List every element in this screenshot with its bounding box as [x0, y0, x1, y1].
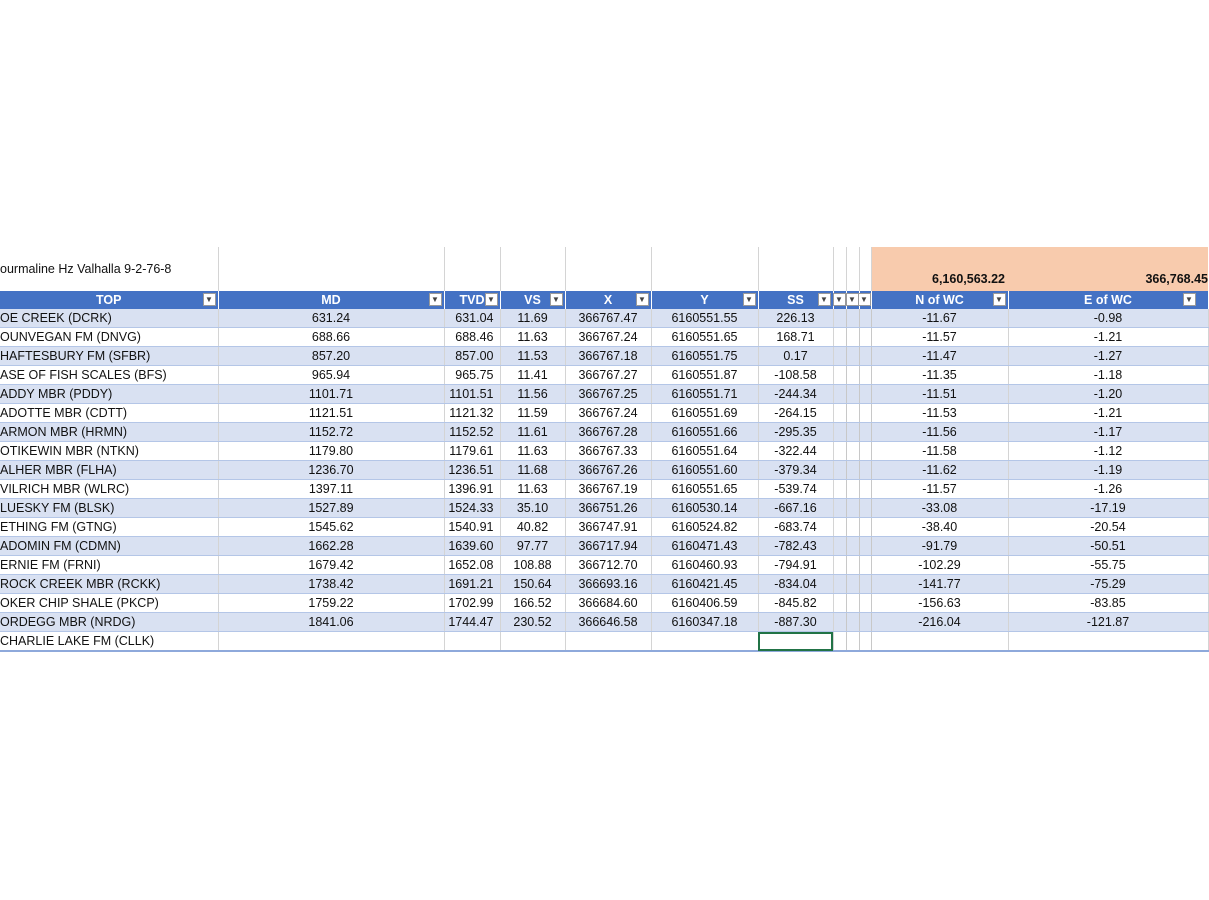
cell-x[interactable]: 366767.47 [565, 309, 651, 328]
cell-vs[interactable]: 11.41 [500, 366, 565, 385]
cell-md[interactable]: 1841.06 [218, 613, 444, 632]
table-row [0, 480, 1208, 499]
cell[interactable] [846, 423, 859, 442]
header-label: VS [524, 293, 541, 307]
cell-n-of-wc[interactable]: -11.35 [871, 366, 1008, 385]
cell-vs[interactable]: 11.56 [500, 385, 565, 404]
title-row [0, 247, 1208, 291]
cell-e-of-wc[interactable]: -55.75 [1008, 556, 1208, 575]
cell-vs[interactable] [500, 632, 565, 652]
cell[interactable] [833, 309, 846, 328]
table-row [0, 442, 1208, 461]
cell[interactable] [846, 575, 859, 594]
cell-n-of-wc[interactable]: -11.57 [871, 328, 1008, 347]
cell[interactable] [833, 247, 846, 291]
cell-ss[interactable]: -295.35 [758, 423, 833, 442]
cell-tvd[interactable]: 1540.91 [444, 518, 500, 537]
cell-tvd[interactable]: 1152.52 [444, 423, 500, 442]
cell-top[interactable]: VILRICH MBR (WLRC) [0, 480, 218, 499]
cell-x[interactable]: 366712.70 [565, 556, 651, 575]
cell-md[interactable]: 1236.70 [218, 461, 444, 480]
cell[interactable] [833, 575, 846, 594]
cell-x[interactable]: 366693.16 [565, 575, 651, 594]
cell[interactable] [859, 556, 871, 575]
cell-top[interactable]: ADDY MBR (PDDY) [0, 385, 218, 404]
cell-n-of-wc[interactable]: -11.56 [871, 423, 1008, 442]
table-row [0, 575, 1208, 594]
header-e-of-wc[interactable] [1008, 291, 1208, 309]
cell-md[interactable]: 1179.80 [218, 442, 444, 461]
cell[interactable] [846, 461, 859, 480]
cell-md[interactable]: 1527.89 [218, 499, 444, 518]
cell-top[interactable]: ARMON MBR (HRMN) [0, 423, 218, 442]
cell-ss[interactable]: -244.34 [758, 385, 833, 404]
cell-x[interactable]: 366767.24 [565, 404, 651, 423]
cell-ss[interactable]: -887.30 [758, 613, 833, 632]
cell-md[interactable] [218, 632, 444, 652]
spreadsheet[interactable] [0, 247, 1208, 652]
cell-tvd[interactable]: 631.04 [444, 309, 500, 328]
cell-x[interactable]: 366684.60 [565, 594, 651, 613]
cell-ss[interactable] [758, 632, 833, 652]
cell-vs[interactable]: 11.59 [500, 404, 565, 423]
header-n-of-wc[interactable] [871, 291, 1008, 309]
cell-vs[interactable]: 11.69 [500, 309, 565, 328]
cell-ss[interactable]: -834.04 [758, 575, 833, 594]
cell-tvd[interactable]: 1121.32 [444, 404, 500, 423]
cell-n-of-wc[interactable]: -91.79 [871, 537, 1008, 556]
cell-md[interactable]: 1759.22 [218, 594, 444, 613]
cell[interactable] [833, 347, 846, 366]
cell-md[interactable]: 1397.11 [218, 480, 444, 499]
cell-ss[interactable]: -108.58 [758, 366, 833, 385]
cell[interactable] [859, 366, 871, 385]
cell[interactable] [833, 366, 846, 385]
cell[interactable] [846, 366, 859, 385]
cell-e-of-wc[interactable]: -83.85 [1008, 594, 1208, 613]
cell-x[interactable]: 366747.91 [565, 518, 651, 537]
cell-md[interactable]: 1121.51 [218, 404, 444, 423]
cell[interactable] [846, 347, 859, 366]
cell-top[interactable]: ORDEGG MBR (NRDG) [0, 613, 218, 632]
cell[interactable] [846, 537, 859, 556]
cell-x[interactable]: 366751.26 [565, 499, 651, 518]
cell-y[interactable]: 6160551.64 [651, 442, 758, 461]
cell[interactable] [859, 594, 871, 613]
cell-top[interactable]: ASE OF FISH SCALES (BFS) [0, 366, 218, 385]
cell[interactable] [859, 575, 871, 594]
cell-tvd[interactable]: 1524.33 [444, 499, 500, 518]
cell-md[interactable]: 1152.72 [218, 423, 444, 442]
cell-y[interactable]: 6160347.18 [651, 613, 758, 632]
cell-tvd[interactable]: 1744.47 [444, 613, 500, 632]
cell-ss[interactable]: -794.91 [758, 556, 833, 575]
cell-e-of-wc[interactable] [1008, 632, 1208, 652]
cell[interactable] [846, 518, 859, 537]
filter-dropdown-icon[interactable]: ▼ [429, 293, 442, 306]
easting-total-cell[interactable]: 366,768.45 [1008, 247, 1208, 291]
cell-y[interactable]: 6160551.71 [651, 385, 758, 404]
cell[interactable] [846, 499, 859, 518]
cell-md[interactable]: 631.24 [218, 309, 444, 328]
header-ss[interactable] [758, 291, 833, 309]
cell-tvd[interactable]: 1396.91 [444, 480, 500, 499]
cell[interactable] [846, 247, 859, 291]
header-label: SS [787, 293, 804, 307]
cell-top[interactable]: OE CREEK (DCRK) [0, 309, 218, 328]
table-row [0, 347, 1208, 366]
cell[interactable] [833, 613, 846, 632]
cell-tvd[interactable]: 1639.60 [444, 537, 500, 556]
cell[interactable] [846, 556, 859, 575]
cell-tvd[interactable]: 1702.99 [444, 594, 500, 613]
well-title[interactable]: ourmaline Hz Valhalla 9-2-76-8 [0, 247, 218, 291]
cell[interactable] [859, 247, 871, 291]
cell-x[interactable]: 366767.25 [565, 385, 651, 404]
cell-vs[interactable]: 230.52 [500, 613, 565, 632]
cell-e-of-wc[interactable]: -20.54 [1008, 518, 1208, 537]
cell[interactable] [833, 423, 846, 442]
cell-x[interactable]: 366767.18 [565, 347, 651, 366]
cell-top[interactable]: OKER CHIP SHALE (PKCP) [0, 594, 218, 613]
cell-e-of-wc[interactable]: -0.98 [1008, 309, 1208, 328]
cell-tvd[interactable]: 688.46 [444, 328, 500, 347]
cell-tvd[interactable]: 1101.51 [444, 385, 500, 404]
cell-n-of-wc[interactable]: -11.58 [871, 442, 1008, 461]
cell-y[interactable]: 6160406.59 [651, 594, 758, 613]
header-narrow-1[interactable] [833, 291, 846, 309]
cell-y[interactable]: 6160551.65 [651, 480, 758, 499]
cell-e-of-wc[interactable]: -1.17 [1008, 423, 1208, 442]
cell-top[interactable]: LUESKY FM (BLSK) [0, 499, 218, 518]
cell[interactable] [859, 499, 871, 518]
cell-vs[interactable]: 11.68 [500, 461, 565, 480]
cell-tvd[interactable]: 857.00 [444, 347, 500, 366]
cell-top[interactable]: ROCK CREEK MBR (RCKK) [0, 575, 218, 594]
cell-n-of-wc[interactable]: -11.53 [871, 404, 1008, 423]
cell-e-of-wc[interactable]: -1.20 [1008, 385, 1208, 404]
well-tops-table [0, 247, 1209, 652]
cell[interactable] [859, 537, 871, 556]
cell[interactable] [859, 461, 871, 480]
cell-e-of-wc[interactable]: -1.21 [1008, 404, 1208, 423]
table-row [0, 632, 1208, 652]
cell-e-of-wc[interactable]: -1.21 [1008, 328, 1208, 347]
cell[interactable] [444, 247, 500, 291]
cell[interactable] [500, 247, 565, 291]
cell-top[interactable]: ETHING FM (GTNG) [0, 518, 218, 537]
cell-vs[interactable]: 166.52 [500, 594, 565, 613]
cell-top[interactable]: ADOMIN FM (CDMN) [0, 537, 218, 556]
cell-n-of-wc[interactable]: -11.62 [871, 461, 1008, 480]
cell-md[interactable]: 1662.28 [218, 537, 444, 556]
cell-vs[interactable]: 35.10 [500, 499, 565, 518]
cell-y[interactable]: 6160471.43 [651, 537, 758, 556]
cell[interactable] [833, 461, 846, 480]
cell-md[interactable]: 1545.62 [218, 518, 444, 537]
filter-dropdown-icon[interactable]: ▼ [636, 293, 649, 306]
cell[interactable] [565, 247, 651, 291]
header-vs[interactable] [500, 291, 565, 309]
cell-ss[interactable]: -322.44 [758, 442, 833, 461]
table-row [0, 518, 1208, 537]
cell-x[interactable]: 366767.27 [565, 366, 651, 385]
cell-n-of-wc[interactable]: -11.57 [871, 480, 1008, 499]
cell-top[interactable]: ALHER MBR (FLHA) [0, 461, 218, 480]
cell-n-of-wc[interactable]: -11.51 [871, 385, 1008, 404]
cell-top[interactable]: CHARLIE LAKE FM (CLLK) [0, 632, 218, 652]
cell-y[interactable]: 6160530.14 [651, 499, 758, 518]
cell-e-of-wc[interactable]: -50.51 [1008, 537, 1208, 556]
cell-tvd[interactable]: 1652.08 [444, 556, 500, 575]
filter-dropdown-icon[interactable]: ▼ [833, 293, 846, 306]
cell-vs[interactable]: 97.77 [500, 537, 565, 556]
table-row [0, 366, 1208, 385]
cell-n-of-wc[interactable]: -141.77 [871, 575, 1008, 594]
cell[interactable] [833, 594, 846, 613]
table-row [0, 537, 1208, 556]
cell-n-of-wc[interactable]: -33.08 [871, 499, 1008, 518]
cell-x[interactable]: 366767.19 [565, 480, 651, 499]
cell-n-of-wc[interactable] [871, 632, 1008, 652]
cell-vs[interactable]: 40.82 [500, 518, 565, 537]
table-row [0, 328, 1208, 347]
cell-md[interactable]: 965.94 [218, 366, 444, 385]
header-label: Y [700, 293, 709, 307]
filter-dropdown-icon[interactable]: ▼ [993, 293, 1006, 306]
cell[interactable] [758, 247, 833, 291]
cell-md[interactable]: 1679.42 [218, 556, 444, 575]
cell-vs[interactable]: 11.63 [500, 480, 565, 499]
header-top[interactable] [0, 291, 218, 309]
cell-top[interactable]: OTIKEWIN MBR (NTKN) [0, 442, 218, 461]
cell-md[interactable]: 857.20 [218, 347, 444, 366]
cell-y[interactable]: 6160551.69 [651, 404, 758, 423]
cell-x[interactable] [565, 632, 651, 652]
table-row [0, 423, 1208, 442]
cell-n-of-wc[interactable]: -102.29 [871, 556, 1008, 575]
cell-tvd[interactable]: 965.75 [444, 366, 500, 385]
cell-vs[interactable]: 11.63 [500, 328, 565, 347]
cell[interactable] [859, 423, 871, 442]
cell-x[interactable]: 366717.94 [565, 537, 651, 556]
header-x[interactable] [565, 291, 651, 309]
cell[interactable] [846, 309, 859, 328]
cell-tvd[interactable]: 1179.61 [444, 442, 500, 461]
cell-ss[interactable]: -683.74 [758, 518, 833, 537]
cell[interactable] [651, 247, 758, 291]
cell-e-of-wc[interactable]: -17.19 [1008, 499, 1208, 518]
cell[interactable] [846, 404, 859, 423]
cell-ss[interactable]: -782.43 [758, 537, 833, 556]
cell-top[interactable]: ERNIE FM (FRNI) [0, 556, 218, 575]
cell-n-of-wc[interactable]: -38.40 [871, 518, 1008, 537]
cell-top[interactable]: HAFTESBURY FM (SFBR) [0, 347, 218, 366]
cell[interactable] [859, 309, 871, 328]
table-row [0, 309, 1208, 328]
filter-dropdown-icon[interactable]: ▼ [550, 293, 563, 306]
cell[interactable] [846, 328, 859, 347]
cell-ss[interactable]: -264.15 [758, 404, 833, 423]
cell-n-of-wc[interactable]: -216.04 [871, 613, 1008, 632]
filter-dropdown-icon[interactable]: ▼ [818, 293, 831, 306]
cell-vs[interactable]: 11.53 [500, 347, 565, 366]
table-row [0, 461, 1208, 480]
cell-x[interactable]: 366767.26 [565, 461, 651, 480]
cell-e-of-wc[interactable]: -1.26 [1008, 480, 1208, 499]
table-row [0, 385, 1208, 404]
cell[interactable] [833, 404, 846, 423]
cell[interactable] [833, 480, 846, 499]
cell-x[interactable]: 366767.28 [565, 423, 651, 442]
cell-n-of-wc[interactable]: -11.67 [871, 309, 1008, 328]
cell[interactable] [859, 328, 871, 347]
cell-y[interactable]: 6160524.82 [651, 518, 758, 537]
filter-dropdown-icon[interactable]: ▼ [858, 293, 871, 306]
cell[interactable] [833, 537, 846, 556]
cell-y[interactable]: 6160551.60 [651, 461, 758, 480]
cell-y[interactable]: 6160551.66 [651, 423, 758, 442]
cell-vs[interactable]: 11.63 [500, 442, 565, 461]
cell[interactable] [846, 613, 859, 632]
cell-e-of-wc[interactable]: -121.87 [1008, 613, 1208, 632]
cell[interactable] [833, 328, 846, 347]
cell[interactable] [833, 556, 846, 575]
cell-top[interactable]: ADOTTE MBR (CDTT) [0, 404, 218, 423]
header-label: N of WC [915, 293, 964, 307]
cell-e-of-wc[interactable]: -1.12 [1008, 442, 1208, 461]
cell[interactable] [218, 247, 444, 291]
cell[interactable] [846, 594, 859, 613]
cell-n-of-wc[interactable]: -11.47 [871, 347, 1008, 366]
cell-top[interactable]: OUNVEGAN FM (DNVG) [0, 328, 218, 347]
cell[interactable] [859, 442, 871, 461]
header-tvd[interactable] [444, 291, 500, 309]
cell-e-of-wc[interactable]: -1.27 [1008, 347, 1208, 366]
cell[interactable] [833, 385, 846, 404]
table-row [0, 613, 1208, 632]
header-narrow-3[interactable] [859, 291, 871, 309]
cell-ss[interactable]: -539.74 [758, 480, 833, 499]
cell-tvd[interactable]: 1236.51 [444, 461, 500, 480]
header-row [0, 291, 1208, 309]
cell-y[interactable] [651, 632, 758, 652]
cell-md[interactable]: 1101.71 [218, 385, 444, 404]
cell-x[interactable]: 366767.24 [565, 328, 651, 347]
table-row [0, 499, 1208, 518]
cell-e-of-wc[interactable]: -1.18 [1008, 366, 1208, 385]
cell-vs[interactable]: 11.61 [500, 423, 565, 442]
header-md[interactable] [218, 291, 444, 309]
cell-ss[interactable]: 168.71 [758, 328, 833, 347]
cell-e-of-wc[interactable]: -75.29 [1008, 575, 1208, 594]
cell-y[interactable]: 6160551.55 [651, 309, 758, 328]
filter-dropdown-icon[interactable]: ▼ [203, 293, 216, 306]
cell-y[interactable]: 6160551.87 [651, 366, 758, 385]
cell[interactable] [846, 442, 859, 461]
cell-md[interactable]: 1738.42 [218, 575, 444, 594]
cell-y[interactable]: 6160421.45 [651, 575, 758, 594]
northing-total-cell[interactable]: 6,160,563.22 [871, 247, 1008, 291]
cell-n-of-wc[interactable]: -156.63 [871, 594, 1008, 613]
cell-ss[interactable]: 0.17 [758, 347, 833, 366]
header-label: X [603, 293, 613, 307]
cell[interactable] [833, 518, 846, 537]
cell-tvd[interactable] [444, 632, 500, 652]
cell[interactable] [833, 442, 846, 461]
cell[interactable] [859, 347, 871, 366]
table-row [0, 404, 1208, 423]
cell[interactable] [859, 632, 871, 652]
cell[interactable] [833, 499, 846, 518]
cell-vs[interactable]: 108.88 [500, 556, 565, 575]
cell[interactable] [833, 632, 846, 652]
cell-x[interactable]: 366767.33 [565, 442, 651, 461]
cell-x[interactable]: 366646.58 [565, 613, 651, 632]
cell-ss[interactable]: -667.16 [758, 499, 833, 518]
cell-md[interactable]: 688.66 [218, 328, 444, 347]
cell[interactable] [859, 385, 871, 404]
filter-dropdown-icon[interactable]: ▼ [1183, 293, 1196, 306]
cell-e-of-wc[interactable]: -1.19 [1008, 461, 1208, 480]
header-label: E of WC [1084, 293, 1132, 307]
cell[interactable] [859, 480, 871, 499]
cell-vs[interactable]: 150.64 [500, 575, 565, 594]
cell-tvd[interactable]: 1691.21 [444, 575, 500, 594]
cell[interactable] [859, 613, 871, 632]
header-label: MD [321, 293, 341, 307]
cell-y[interactable]: 6160551.65 [651, 328, 758, 347]
table-row [0, 594, 1208, 613]
cell[interactable] [846, 385, 859, 404]
table-row [0, 556, 1208, 575]
cell-y[interactable]: 6160551.75 [651, 347, 758, 366]
header-label: TOP [96, 293, 122, 307]
header-y[interactable] [651, 291, 758, 309]
filter-dropdown-icon[interactable]: ▼ [485, 293, 498, 306]
cell[interactable] [859, 518, 871, 537]
cell-ss[interactable]: -379.34 [758, 461, 833, 480]
cell[interactable] [846, 632, 859, 652]
header-label: TVD [459, 293, 485, 307]
cell[interactable] [846, 480, 859, 499]
cell-ss[interactable]: 226.13 [758, 309, 833, 328]
cell-y[interactable]: 6160460.93 [651, 556, 758, 575]
cell-ss[interactable]: -845.82 [758, 594, 833, 613]
filter-dropdown-icon[interactable]: ▼ [846, 293, 859, 306]
cell[interactable] [859, 404, 871, 423]
filter-dropdown-icon[interactable]: ▼ [743, 293, 756, 306]
